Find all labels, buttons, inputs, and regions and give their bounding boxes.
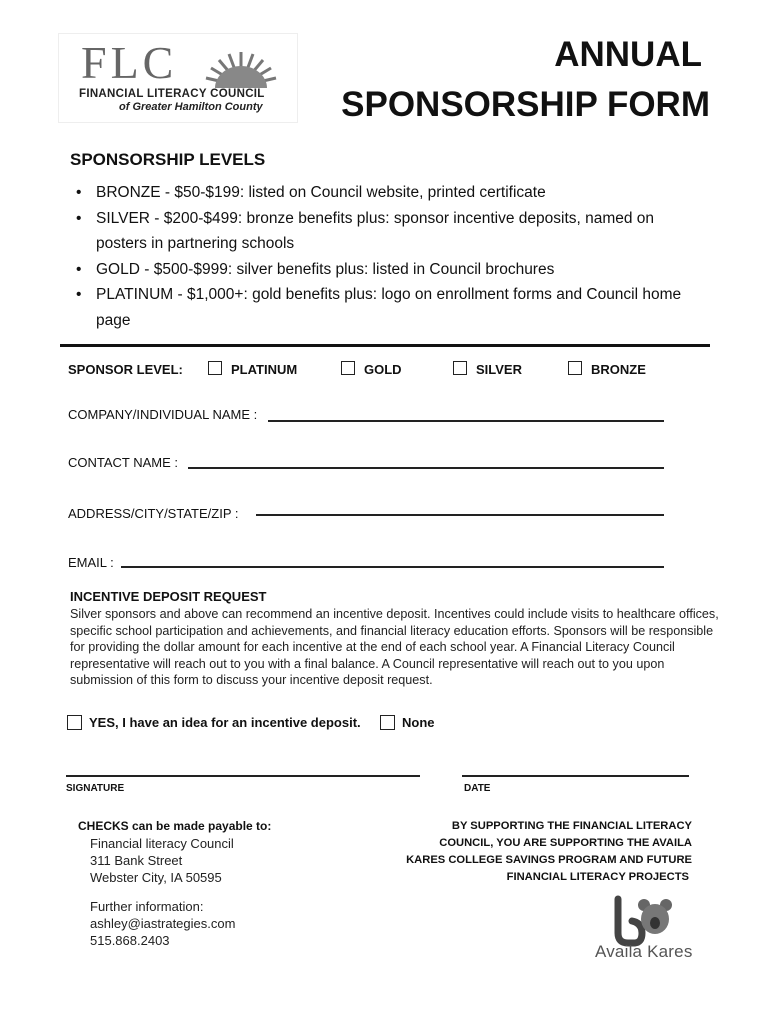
incentive-yes-label: YES, I have an idea for an incentive deposit. bbox=[89, 715, 361, 730]
address-field[interactable] bbox=[256, 514, 664, 516]
sponsor-level-label: SPONSOR LEVEL: bbox=[68, 362, 183, 377]
contact-email[interactable]: ashley@iastrategies.com bbox=[90, 916, 236, 931]
date-label: DATE bbox=[464, 783, 491, 794]
company-name-label: COMPANY/INDIVIDUAL NAME : bbox=[68, 407, 258, 422]
logo-org-region: of Greater Hamilton County bbox=[119, 101, 263, 113]
flc-logo bbox=[58, 33, 298, 123]
contact-name-field[interactable] bbox=[188, 467, 664, 469]
logo-org-name: FINANCIAL LITERACY COUNCIL bbox=[79, 88, 265, 100]
support-line: FINANCIAL LITERACY PROJECTS bbox=[506, 871, 689, 883]
incentive-yes-checkbox[interactable] bbox=[67, 715, 82, 730]
silver-option-label: SILVER bbox=[476, 362, 522, 377]
section-divider bbox=[60, 344, 710, 347]
address-label: ADDRESS/CITY/STATE/ZIP : bbox=[68, 506, 239, 521]
further-info-label: Further information: bbox=[90, 899, 204, 914]
contact-name-label: CONTACT NAME : bbox=[68, 455, 179, 470]
platinum-checkbox[interactable] bbox=[208, 361, 222, 375]
logo-acronym: FLC bbox=[81, 37, 178, 88]
levels-heading: SPONSORSHIP LEVELS bbox=[70, 150, 266, 169]
level-item-silver: • SILVER - $200-$499: bronze benefits plus: sponsor incentive deposits, named on posters in partnering schools bbox=[72, 206, 692, 257]
sunrise-icon bbox=[201, 48, 281, 92]
level-item-platinum: • PLATINUM - $1,000+: gold benefits plus: logo on enrollment forms and Council home page bbox=[72, 282, 692, 333]
support-line: BY SUPPORTING THE FINANCIAL LITERACY bbox=[451, 820, 692, 832]
support-statement bbox=[352, 818, 692, 886]
gold-option-label: GOLD bbox=[364, 362, 402, 377]
title-line-1: ANNUAL bbox=[554, 35, 702, 74]
company-name-field[interactable] bbox=[268, 420, 664, 422]
title-line-2: SPONSORSHIP FORM bbox=[341, 85, 710, 124]
signature-field[interactable] bbox=[66, 775, 420, 777]
levels-list bbox=[72, 180, 692, 334]
incentive-description: Silver sponsors and above can recommend an incentive deposit. Incentives could include visits to healthcare offices, specific school participation and achievements, and financial literacy education efforts. Sponsors will be responsible for providing the dollar amount for each incentive at the end of each school year. A Financial Literacy Council representative will reach out to you with a final balance. A Council representative will reach out to you upon submission of this form to discuss your incentive deposit request. bbox=[70, 607, 719, 688]
support-line: COUNCIL, YOU ARE SUPPORTING THE AVAILA bbox=[439, 837, 692, 849]
checks-heading: CHECKS can be made payable to: bbox=[78, 819, 272, 833]
contact-phone: 515.868.2403 bbox=[90, 933, 170, 948]
checks-street: 311 Bank Street bbox=[90, 853, 183, 868]
support-line: KARES COLLEGE SAVINGS PROGRAM AND FUTURE bbox=[406, 854, 692, 866]
checks-payee: Financial literacy Council bbox=[90, 836, 234, 851]
checks-city: Webster City, IA 50595 bbox=[90, 870, 222, 885]
level-item-gold: • GOLD - $500-$999: silver benefits plus: listed in Council brochures bbox=[72, 257, 692, 283]
page-title bbox=[290, 30, 710, 130]
availa-kares-name: Availa Kares bbox=[595, 942, 693, 961]
email-field[interactable] bbox=[121, 566, 664, 568]
level-item-bronze: • BRONZE - $50-$199: listed on Council website, printed certificate bbox=[72, 180, 692, 206]
incentive-heading: INCENTIVE DEPOSIT REQUEST bbox=[70, 589, 267, 604]
silver-checkbox[interactable] bbox=[453, 361, 467, 375]
incentive-none-checkbox[interactable] bbox=[380, 715, 395, 730]
gold-checkbox[interactable] bbox=[341, 361, 355, 375]
bronze-checkbox[interactable] bbox=[568, 361, 582, 375]
signature-label: SIGNATURE bbox=[66, 783, 125, 794]
bronze-option-label: BRONZE bbox=[591, 362, 646, 377]
platinum-option-label: PLATINUM bbox=[231, 362, 298, 377]
incentive-none-label: None bbox=[402, 715, 435, 730]
email-label: EMAIL : bbox=[68, 555, 114, 570]
date-field[interactable] bbox=[462, 775, 689, 777]
